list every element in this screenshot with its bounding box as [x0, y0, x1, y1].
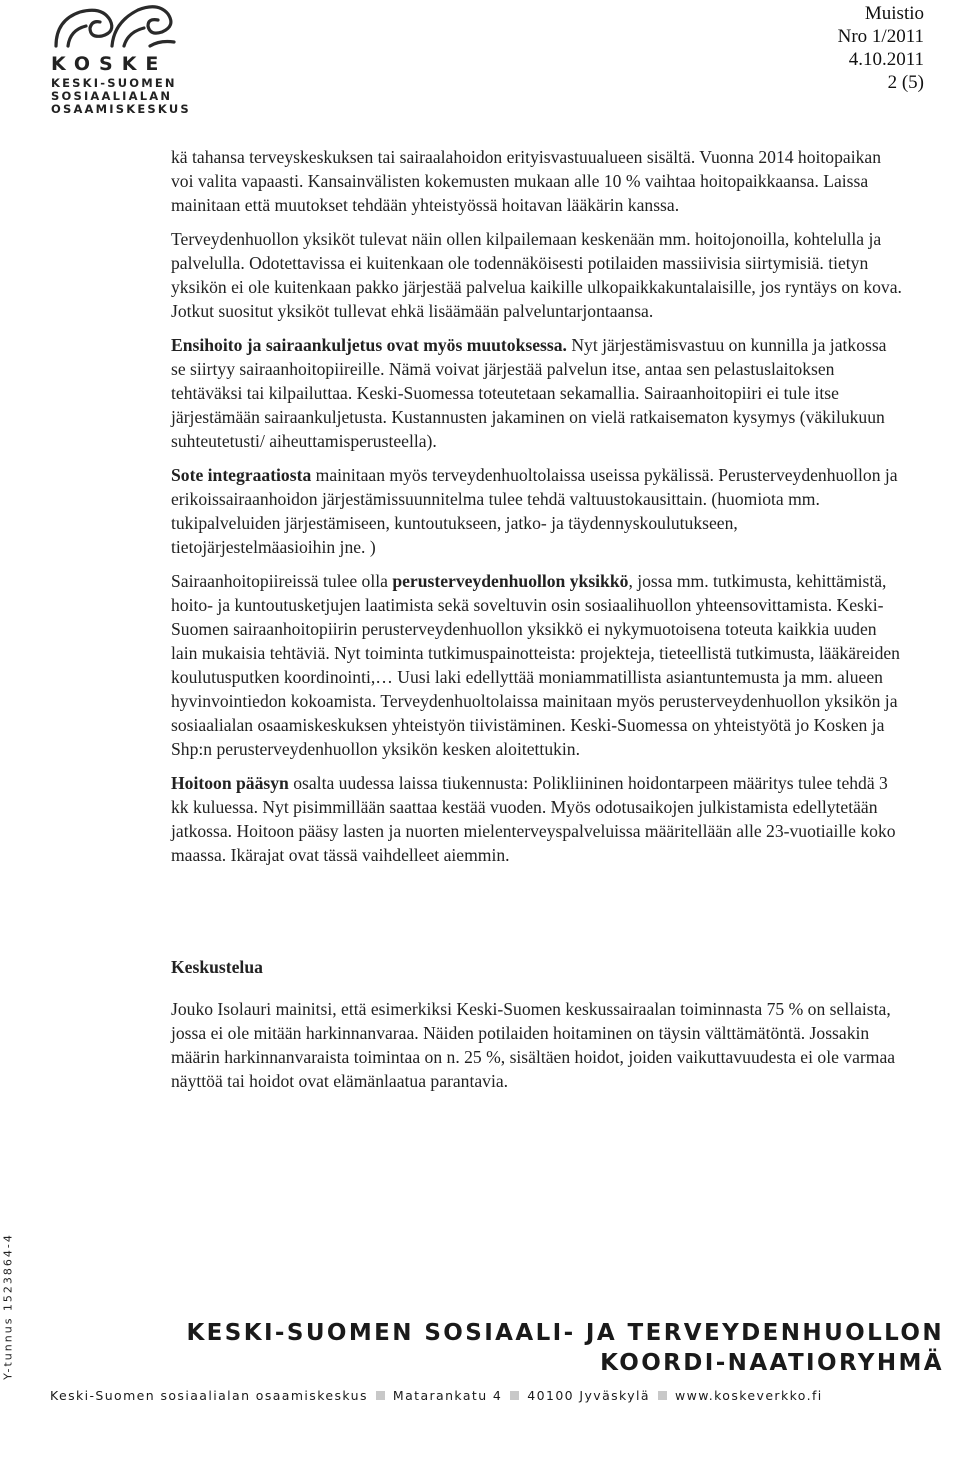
- paragraph-3-lead: Ensihoito ja sairaankuljetus ovat myös muutoksessa.: [171, 335, 567, 355]
- logo-name: KOSKE: [51, 53, 168, 75]
- paragraph-4-lead: Sote integraatiosta: [171, 465, 312, 485]
- footer-city: 40100 Jyväskylä: [527, 1388, 650, 1403]
- doc-number: Nro 1/2011: [837, 26, 924, 47]
- document-meta: [838, 2, 924, 94]
- logo-line2: SOSIAALIALAN: [51, 89, 173, 103]
- logo-wordmark: [51, 55, 191, 116]
- paragraph-7: Jouko Isolauri mainitsi, että esimerkiksi Keski-Suomen keskussairaalan toiminnasta 75 % on sellaista, jossa ei ole mitään harkinnanvaraa. Näiden potilaiden hoitaminen on täysin välttämätöntä. Jossakin määrin harkinnanvaraista toimintaa on n. 25 %, sisältäen hoidot, joiden vaikuttavuudesta ei ole varmaa näyttöä tai hoidot ovat elämänlaatua parantavia.: [171, 999, 896, 1091]
- paragraph-6-text: osalta uudessa laissa tiukennusta: Polikliininen hoidontarpeen määritys tulee tehdä 3 kk kuluessa. Nyt pisimmillään saattaa kestää vuoden. Myös odotusaikojen julkistamista edellytetään jatkossa. Hoitoon pääsy lasten ja nuorten mielenterveyspalveluissa määritellään alle 23-vuotiaille koko maassa. Ikärajat ovat tässä vaihdelleet aiemmin.: [171, 773, 896, 865]
- paragraph-3: [171, 333, 903, 453]
- section-heading: Keskustelua: [171, 957, 263, 977]
- paragraph-4-text: mainitaan myös terveydenhuoltolaissa useissa pykälissä. Perusterveydenhuollon ja erikoissairaanhoidon järjestämissuunnitelma tulee tehdä valtuustokausittain. (huomiota mm. tukipalveluiden järjestämiseen, kuntoutukseen, jatko- ja täydennyskoulutukseen, tietojärjestelmäasioihin jne. ): [171, 465, 898, 557]
- paragraph-5-bold: perusterveydenhuollon yksikkö: [392, 571, 629, 591]
- paragraph-5-text: , jossa mm. tutkimusta, kehittämistä, hoito- ja kuntoutusketjujen laatimista sekä soveltuvin osin sosiaalihuollon yhteensovittamista. Keski-Suomen sairaanhoitopiirin perusterveydenhuollon yksikkö ei nykymuotoisena toteuta kaikkia uuden lain mukaisia tehtäviä. Nyt toiminta tutkimuspainotteista: projekteja, tieteellistä tutkimusta, lääkäreiden koulutusputken koordinointi,… Uusi laki edellyttää moniammatillista asiantuntemusta ja mm. alueen hyvinvointiedon kokoamista. Terveydenhuoltolaissa mainitaan myös perusterveydenhuollon yksikön ja sosiaalialan osaamiskeskuksen yhteistyön tiivistäminen. Keski-Suomessa on yhteistyötä jo Kosken ja Shp:n perusterveydenhuollon yksikön kesken aloitettukin.: [171, 571, 900, 759]
- doc-date: 4.10.2011: [848, 49, 924, 70]
- paragraph-2: Terveydenhuollon yksiköt tulevat näin ollen kilpailemaan keskenään mm. hoitojonoilla, kohtelulla ja palvelulla. Odotettavissa ei kuitenkaan ole todennäköisesti potilaiden massiivisia siirtymisiä. tietyn yksikön ei ole kuitenkaan pakko järjestää palvelua kaikille ulkopaikkakuntalaisille, jos ryntäys on kova. Jotkut suositut yksiköt tullevat ehkä lisäämään palveluntarjontaansa.: [171, 229, 902, 321]
- paragraph-3-text: Nyt järjestämisvastuu on kunnilla ja jatkossa se siirtyy sairaanhoitopiireille. Nämä voivat järjestää palvelun itse, antaa sen pelastuslaitoksen tehtäväksi tai kilpailuttaa. Keski-Suomessa toteutetaan sekamallia. Sairaanhoitopiiri ei tule itse järjestämään sairaankuljetusta. Kustannusten jakaminen on vielä ratkaisematon kysymys (väkilukuun suhteutetusti/ aiheuttamisperusteella).: [171, 335, 887, 451]
- memo-body: [171, 145, 903, 1093]
- paragraph-6: [171, 771, 903, 867]
- logo-line1: KESKI-SUOMEN: [51, 76, 177, 90]
- page-number: 2 (5): [887, 72, 924, 93]
- footer-address: Matarankatu 4: [392, 1388, 503, 1403]
- footer-contact: [50, 1388, 950, 1403]
- footer-web-link[interactable]: www.koskeverkko.fi: [674, 1388, 823, 1403]
- koske-logo: [50, 0, 190, 122]
- separator-square-icon: [658, 1391, 667, 1400]
- logo-swirl-icon: [50, 0, 182, 52]
- footer-title: KESKI-SUOMEN SOSIAALI- JA TERVEYDENHUOLLON KOORDI-NAATIORYHMÄ: [186, 1320, 944, 1376]
- footer-org: Keski-Suomen sosiaalialan osaamiskeskus: [50, 1388, 368, 1403]
- paragraph-5-pre: Sairaanhoitopiireissä tulee olla: [171, 571, 393, 591]
- separator-square-icon: [376, 1391, 385, 1400]
- separator-square-icon: [510, 1391, 519, 1400]
- logo-line3: OSAAMISKESKUS: [51, 102, 191, 116]
- paragraph-5: [171, 569, 903, 761]
- doc-type: Muistio: [864, 3, 924, 24]
- paragraph-1: kä tahansa terveyskeskuksen tai sairaalahoidon erityisvastuualueen sisältä. Vuonna 2014 hoitopaikan voi valita vapaasti. Kansainvälisten kokemusten mukaan alle 10 % vaihtaa hoitopaikkaansa. Laissa mainitaan että muutokset tehdään yhteistyössä hoitavan lääkärin kanssa.: [171, 147, 881, 215]
- business-id-vertical: Y-tunnus 1523864-4: [1, 1233, 15, 1380]
- paragraph-4: [171, 463, 903, 559]
- paragraph-6-lead: Hoitoon pääsyn: [171, 773, 289, 793]
